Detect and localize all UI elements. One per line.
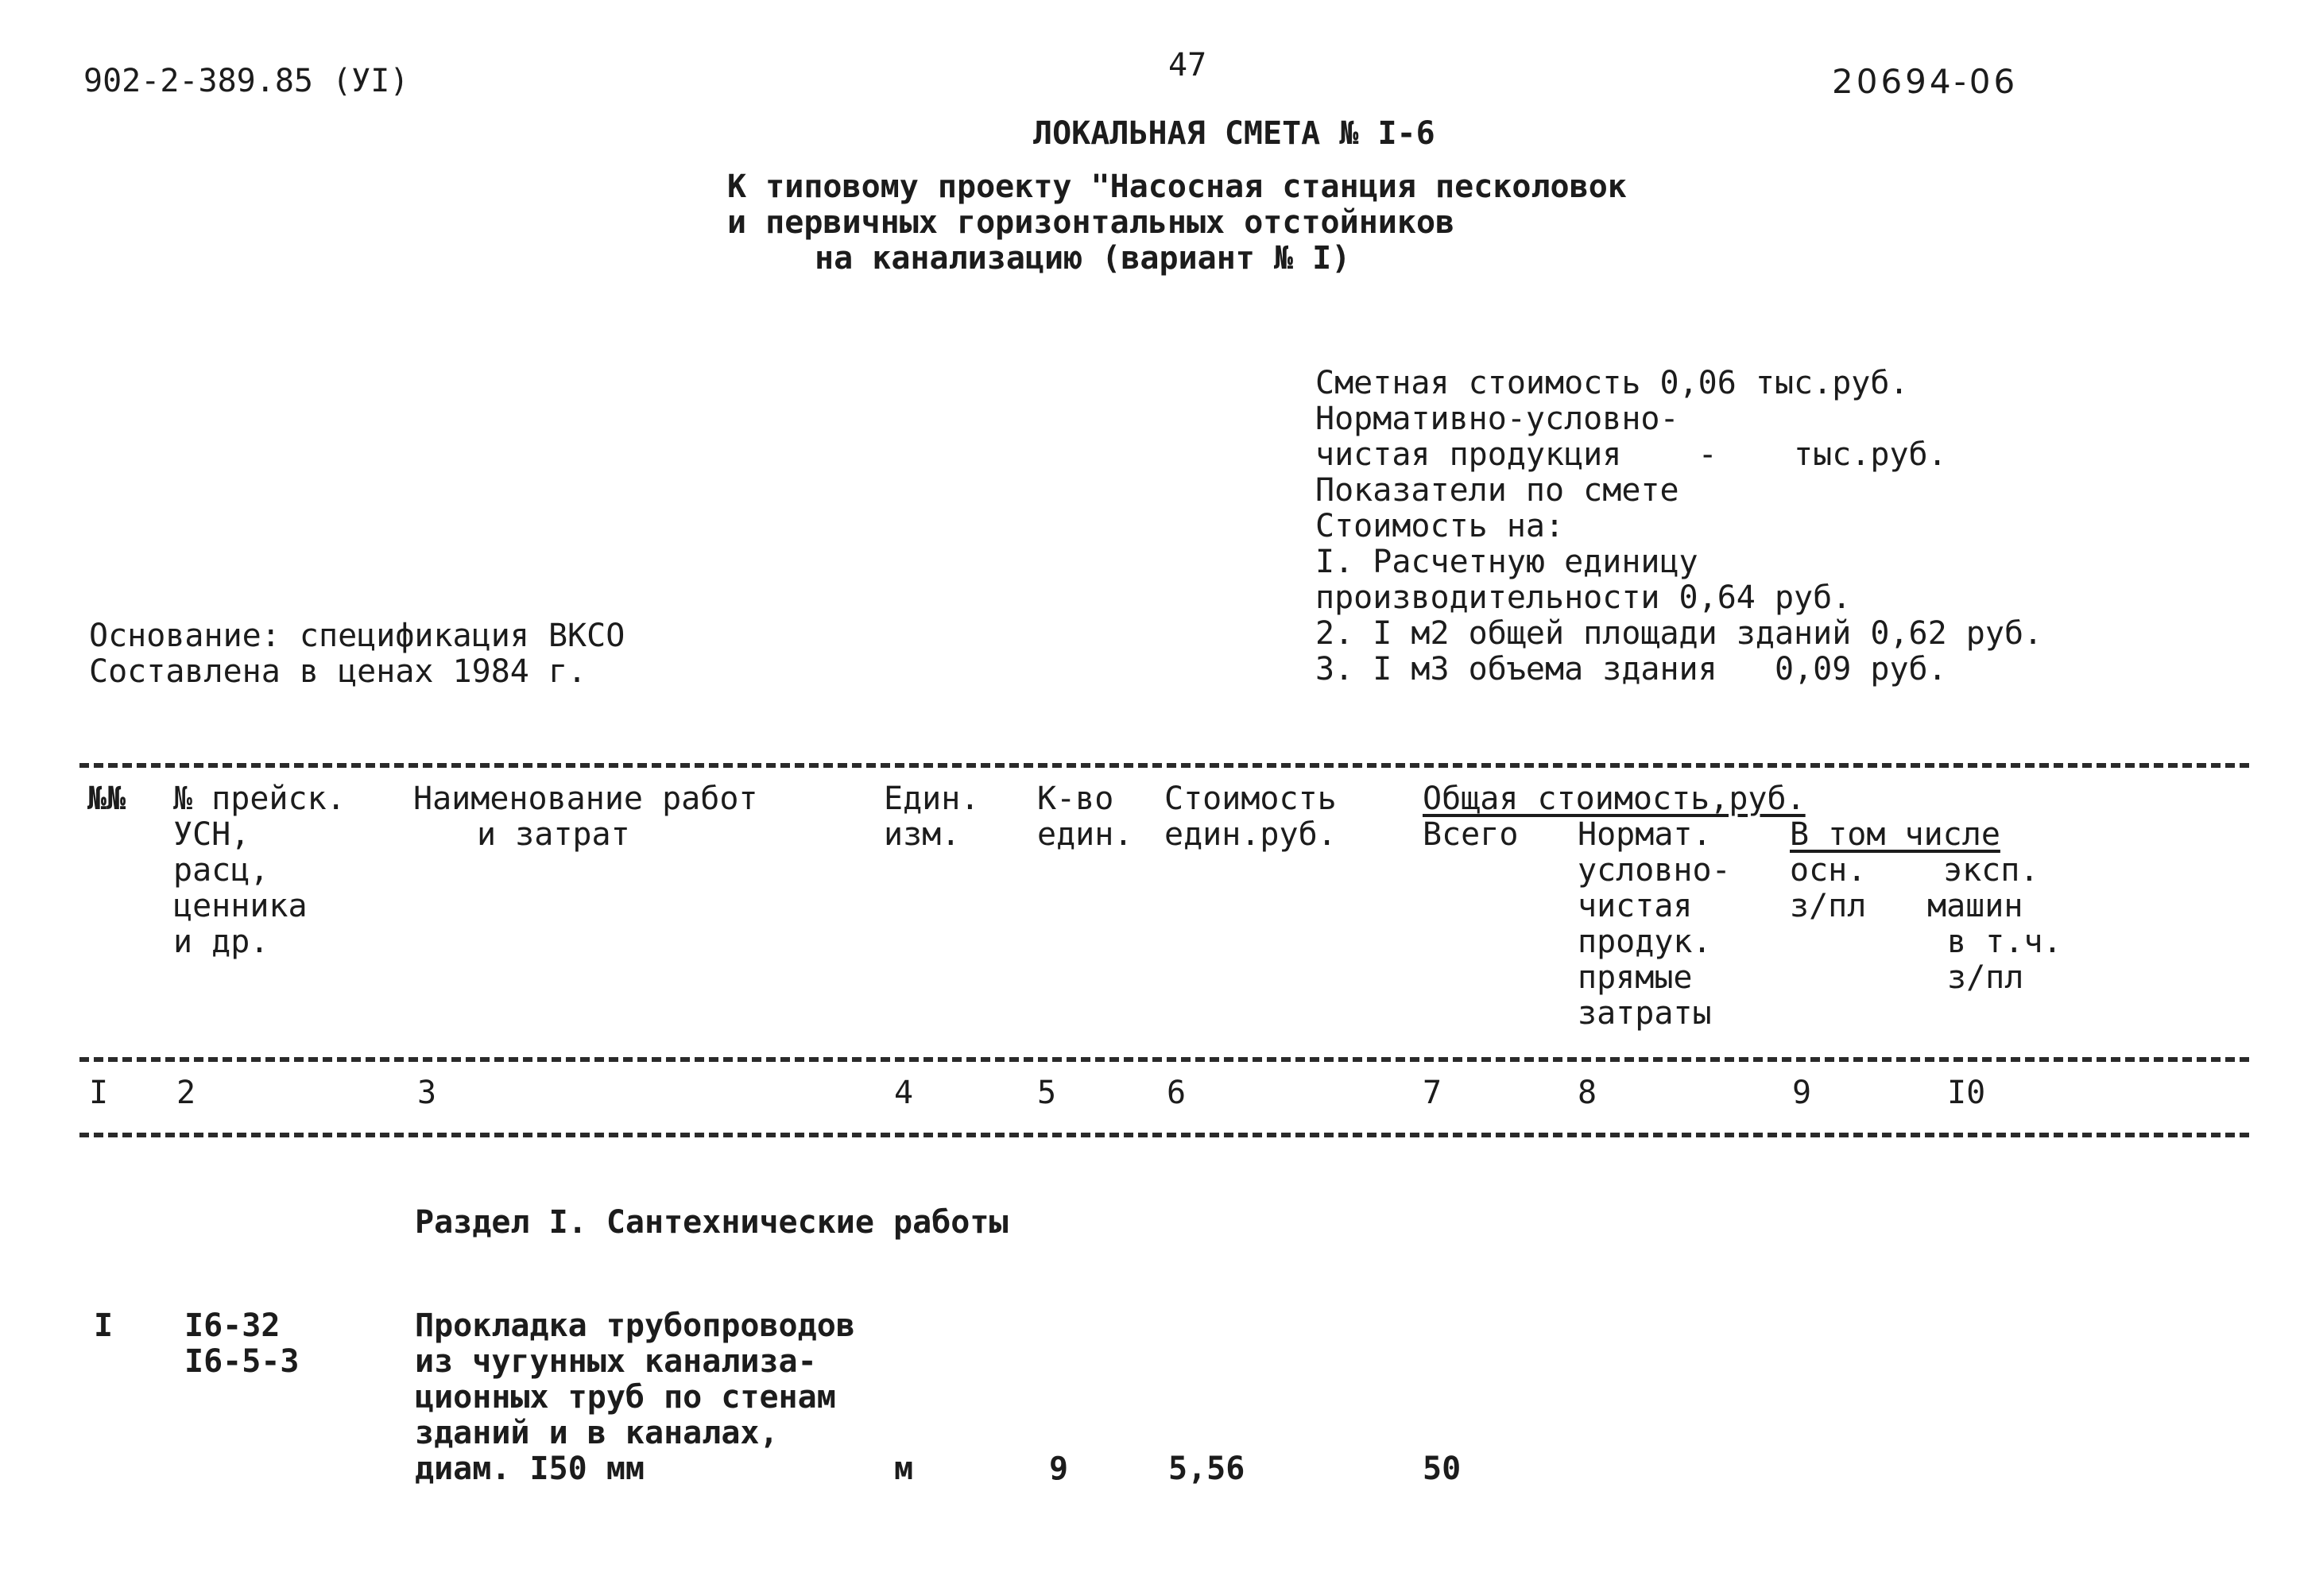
header-col-7: Всего <box>1423 816 1519 853</box>
header-col-1: №№ <box>87 781 126 817</box>
row-unit-cost: 5,56 <box>1168 1451 1245 1487</box>
row-unit: м <box>894 1451 914 1487</box>
archive-number: 20694-06 <box>1832 62 2019 101</box>
column-number: 5 <box>1037 1075 1057 1111</box>
row-name-line: диам. I50 мм <box>415 1451 645 1487</box>
title-subline-3: на канализацию (вариант № I) <box>815 240 1351 277</box>
header-bottom-rule <box>79 1057 2249 1062</box>
summary-line: Сметная стоимость 0,06 тыс.руб. <box>1315 365 1909 401</box>
column-number: I <box>89 1075 109 1111</box>
header-total-cost-group: Общая стоимость,руб. <box>1423 781 1806 817</box>
column-number: 6 <box>1167 1075 1187 1111</box>
row-number: I <box>94 1307 114 1344</box>
basis-line: Основание: спецификация ВКСО <box>89 618 625 654</box>
summary-line: производительности 0,64 руб. <box>1315 579 1852 616</box>
row-code: I6-32 <box>184 1307 281 1344</box>
column-number: 8 <box>1578 1075 1597 1111</box>
summary-line: 3. I м3 объема здания 0,09 руб. <box>1315 651 1947 688</box>
document-title: ЛОКАЛЬНАЯ СМЕТА № I-6 <box>1033 115 1435 152</box>
summary-line: Показатели по смете <box>1315 472 1679 509</box>
row-name-line: ционных труб по стенам <box>415 1379 836 1416</box>
row-quantity: 9 <box>1049 1451 1069 1487</box>
column-number-bottom-rule <box>79 1133 2249 1137</box>
row-name-line: Прокладка трубопроводов <box>415 1307 855 1344</box>
column-number: 7 <box>1423 1075 1442 1111</box>
column-number: I0 <box>1947 1075 1986 1111</box>
summary-line: чистая продукция - тыс.руб. <box>1315 436 1947 473</box>
title-subline-2: и первичных горизонтальных отстойников <box>727 204 1455 241</box>
row-name-line: из чугунных канализа- <box>415 1343 817 1380</box>
column-number: 9 <box>1792 1075 1812 1111</box>
column-number: 3 <box>417 1075 437 1111</box>
column-number: 2 <box>176 1075 196 1111</box>
row-name-line: зданий и в каналах, <box>415 1415 779 1451</box>
column-number: 4 <box>894 1075 914 1111</box>
row-total-cost: 50 <box>1423 1451 1462 1487</box>
row-code: I6-5-3 <box>184 1343 300 1380</box>
document-code: 902-2-389.85 (УI) <box>83 63 409 99</box>
summary-line: Стоимость на: <box>1315 508 1565 544</box>
header-including-group: В том числе <box>1790 816 2000 853</box>
summary-line: 2. I м2 общей площади зданий 0,62 руб. <box>1315 615 2043 652</box>
summary-line: Нормативно-условно- <box>1315 401 1679 437</box>
summary-line: I. Расчетную единицу <box>1315 544 1698 580</box>
table-top-rule <box>79 763 2249 768</box>
title-subline-1: К типовому проекту "Насосная станция песколовок <box>727 169 1627 205</box>
basis-line: Составлена в ценах 1984 г. <box>89 653 587 690</box>
section-title: Раздел I. Сантехнические работы <box>415 1204 1009 1241</box>
page-number: 47 <box>1168 47 1207 83</box>
